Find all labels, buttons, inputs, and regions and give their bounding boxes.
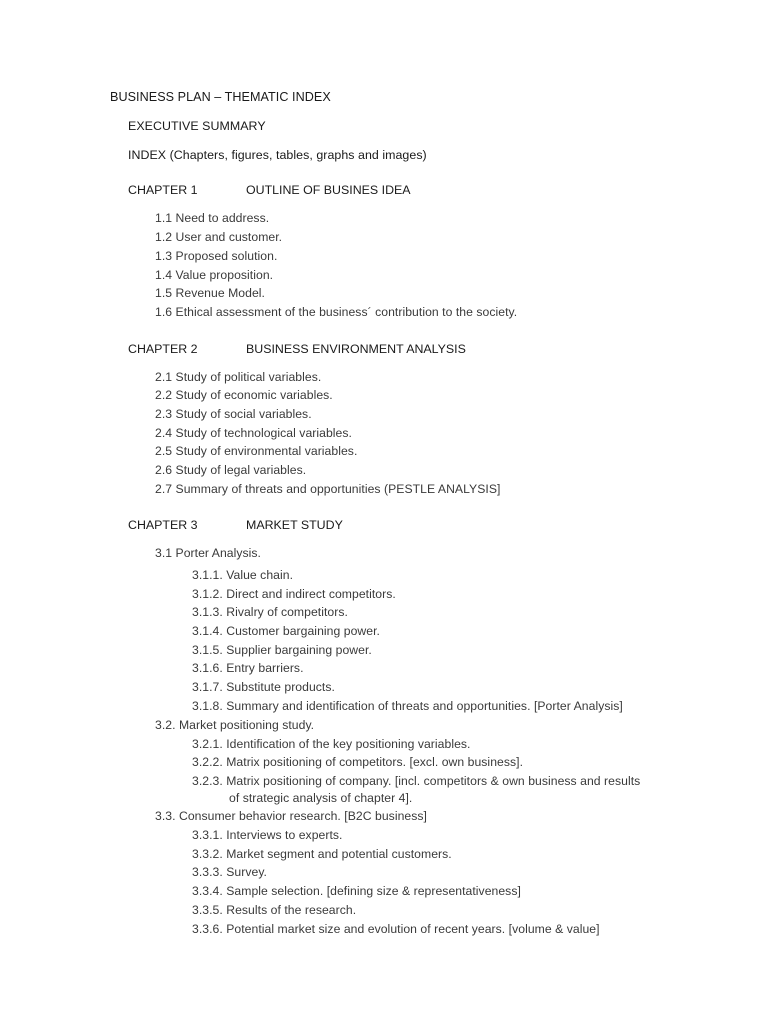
subsection-item: 3.3.1. Interviews to experts. bbox=[192, 828, 343, 842]
section-item: 1.4 Value proposition. bbox=[155, 268, 274, 282]
section-item: 2.6 Study of legal variables. bbox=[155, 463, 307, 477]
subsection-item: 3.1.3. Rivalry of competitors. bbox=[192, 605, 348, 619]
chapter-title: BUSINESS ENVIRONMENT ANALYSIS bbox=[246, 342, 466, 356]
section-item: 3.2. Market positioning study. bbox=[155, 718, 315, 732]
subsection-continuation: of strategic analysis of chapter 4]. bbox=[229, 791, 413, 805]
subsection-item: 3.1.1. Value chain. bbox=[192, 568, 294, 582]
subsection-item: 3.1.4. Customer bargaining power. bbox=[192, 624, 380, 638]
subsection-item: 3.1.6. Entry barriers. bbox=[192, 661, 304, 675]
section-item: 1.3 Proposed solution. bbox=[155, 249, 278, 263]
subsection-item: 3.3.4. Sample selection. [defining size & representativeness] bbox=[192, 884, 521, 898]
section-item: 2.3 Study of social variables. bbox=[155, 407, 312, 421]
chapter-number: CHAPTER 1 bbox=[128, 183, 198, 197]
subsection-item: 3.3.5. Results of the research. bbox=[192, 903, 357, 917]
subsection-item: 3.3.6. Potential market size and evolution of recent years. [volume & value] bbox=[192, 922, 600, 936]
section-item: 2.2 Study of economic variables. bbox=[155, 388, 333, 402]
subsection-item: 3.1.7. Substitute products. bbox=[192, 680, 335, 694]
section-item: 3.1 Porter Analysis. bbox=[155, 546, 261, 560]
section-item: 1.2 User and customer. bbox=[155, 230, 283, 244]
subsection-item: 3.2.2. Matrix positioning of competitors. [excl. own business]. bbox=[192, 755, 524, 769]
subsection-item: 3.2.3. Matrix positioning of company. [incl. competitors & own business and results bbox=[192, 774, 641, 788]
section-item: 2.5 Study of environmental variables. bbox=[155, 444, 358, 458]
chapter-number: CHAPTER 3 bbox=[128, 518, 198, 532]
subsection-item: 3.1.2. Direct and indirect competitors. bbox=[192, 587, 396, 601]
subsection-item: 3.2.1. Identification of the key positioning variables. bbox=[192, 737, 471, 751]
section-item: 1.5 Revenue Model. bbox=[155, 286, 265, 300]
index-heading: INDEX (Chapters, figures, tables, graphs and images) bbox=[128, 148, 427, 162]
document-title: BUSINESS PLAN – THEMATIC INDEX bbox=[110, 90, 331, 104]
subsection-item: 3.1.5. Supplier bargaining power. bbox=[192, 643, 372, 657]
subsection-item: 3.3.2. Market segment and potential customers. bbox=[192, 847, 452, 861]
section-item: 2.7 Summary of threats and opportunities (PESTLE ANALYSIS] bbox=[155, 482, 501, 496]
section-item: 1.6 Ethical assessment of the business´ contribution to the society. bbox=[155, 305, 518, 319]
section-item: 2.4 Study of technological variables. bbox=[155, 426, 352, 440]
section-item: 1.1 Need to address. bbox=[155, 211, 270, 225]
section-item: 2.1 Study of political variables. bbox=[155, 370, 322, 384]
executive-summary-heading: EXECUTIVE SUMMARY bbox=[128, 119, 266, 133]
chapter-title: MARKET STUDY bbox=[246, 518, 343, 532]
section-item: 3.3. Consumer behavior research. [B2C business] bbox=[155, 809, 427, 823]
subsection-item: 3.1.8. Summary and identification of threats and opportunities. [Porter Analysis] bbox=[192, 699, 623, 713]
subsection-item: 3.3.3. Survey. bbox=[192, 865, 267, 879]
chapter-title: OUTLINE OF BUSINES IDEA bbox=[246, 183, 411, 197]
chapter-number: CHAPTER 2 bbox=[128, 342, 198, 356]
